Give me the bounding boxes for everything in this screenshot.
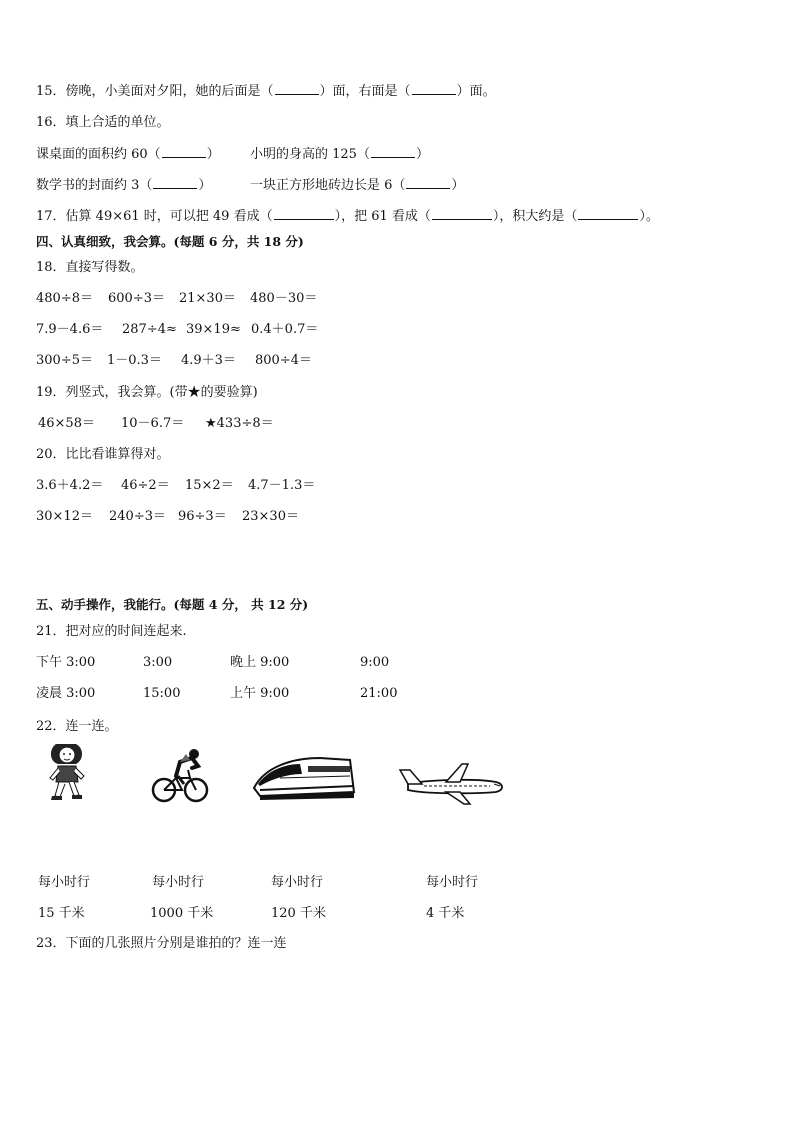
time-item: 21:00 xyxy=(360,686,398,701)
answer-blank[interactable] xyxy=(406,176,450,189)
calc-item: 1－0.3＝ xyxy=(107,353,162,368)
calc-item: 0.4＋0.7＝ xyxy=(251,322,319,337)
calc-item: ★433÷8＝ xyxy=(205,416,274,431)
question-19-title: 19．列竖式，我会算。(带★的要验算) xyxy=(36,385,258,400)
answer-blank[interactable] xyxy=(275,82,319,95)
time-item: 3:00 xyxy=(143,655,173,670)
calc-item: 96÷3＝ xyxy=(178,509,227,524)
section-5-heading: 五、动手操作，我能行。(每题 4 分， 共 12 分) xyxy=(36,597,309,612)
calc-item: 300÷5＝ xyxy=(36,353,93,368)
speed-value[interactable]: 15 千米 xyxy=(38,906,85,921)
answer-blank[interactable] xyxy=(432,207,492,220)
question-20-title: 20．比比看谁算得对。 xyxy=(36,447,170,462)
time-item: 9:00 xyxy=(360,655,390,670)
calc-item: 7.9－4.6＝ xyxy=(36,322,104,337)
airplane-picture[interactable] xyxy=(394,762,508,806)
calc-item: 3.6＋4.2＝ xyxy=(36,478,104,493)
time-item: 凌晨 3:00 xyxy=(36,686,96,701)
calc-item: 23×30＝ xyxy=(242,509,299,524)
section-4-heading: 四、认真细致，我会算。(每题 6 分，共 18 分) xyxy=(36,234,304,249)
speed-label: 每小时行 xyxy=(426,875,479,890)
calc-item: 46÷2＝ xyxy=(121,478,170,493)
question-16-item: 小明的身高的 125（ ） xyxy=(250,147,429,162)
time-item: 晚上 9:00 xyxy=(230,655,290,670)
answer-blank[interactable] xyxy=(578,207,638,220)
answer-blank[interactable] xyxy=(274,207,334,220)
calc-item: 21×30＝ xyxy=(179,291,236,306)
train-picture[interactable] xyxy=(250,752,358,806)
calc-item: 240÷3＝ xyxy=(109,509,166,524)
question-17: 17．估算 49×61 时，可以把 49 看成（ ），把 61 看成（ ），积大约是（ ）。 xyxy=(36,209,659,224)
walking-girl-picture[interactable] xyxy=(44,740,90,802)
calc-item: 4.9＋3＝ xyxy=(181,353,236,368)
answer-blank[interactable] xyxy=(162,145,206,158)
time-item: 下午 3:00 xyxy=(36,655,96,670)
calc-item: 46×58＝ xyxy=(38,416,95,431)
speed-value[interactable]: 4 千米 xyxy=(426,906,465,921)
calc-item: 4.7－1.3＝ xyxy=(248,478,316,493)
question-23-title: 23．下面的几张照片分别是谁拍的？连一连 xyxy=(36,936,287,951)
calc-item: 10－6.7＝ xyxy=(121,416,185,431)
answer-blank[interactable] xyxy=(412,82,456,95)
answer-blank[interactable] xyxy=(371,145,415,158)
speed-value[interactable]: 1000 千米 xyxy=(150,906,214,921)
answer-blank[interactable] xyxy=(153,176,197,189)
calc-item: 600÷3＝ xyxy=(108,291,165,306)
speed-label: 每小时行 xyxy=(38,875,91,890)
question-21-title: 21．把对应的时间连起来. xyxy=(36,624,187,639)
calc-item: 480÷8＝ xyxy=(36,291,93,306)
question-16-item: 一块正方形地砖边长是 6（ ） xyxy=(250,178,465,193)
question-16-title: 16．填上合适的单位。 xyxy=(36,115,170,130)
calc-item: 30×12＝ xyxy=(36,509,93,524)
time-item: 15:00 xyxy=(143,686,181,701)
calc-item: 287÷4≈ xyxy=(122,322,177,337)
question-16-item: 课桌面的面积约 60（ ） xyxy=(36,147,220,162)
time-item: 上午 9:00 xyxy=(230,686,290,701)
speed-label: 每小时行 xyxy=(271,875,324,890)
question-22-title: 22．连一连。 xyxy=(36,719,118,734)
question-18-title: 18．直接写得数。 xyxy=(36,260,144,275)
question-16-item: 数学书的封面约 3（ ） xyxy=(36,178,212,193)
speed-value[interactable]: 120 千米 xyxy=(271,906,326,921)
calc-item: 800÷4＝ xyxy=(255,353,312,368)
calc-item: 39×19≈ xyxy=(186,322,241,337)
cyclist-picture[interactable] xyxy=(150,746,210,804)
speed-label: 每小时行 xyxy=(152,875,205,890)
calc-item: 480－30＝ xyxy=(250,291,318,306)
question-15: 15．傍晚，小美面对夕阳，她的后面是（ ）面，右面是（ ）面。 xyxy=(36,84,496,99)
calc-item: 15×2＝ xyxy=(185,478,234,493)
